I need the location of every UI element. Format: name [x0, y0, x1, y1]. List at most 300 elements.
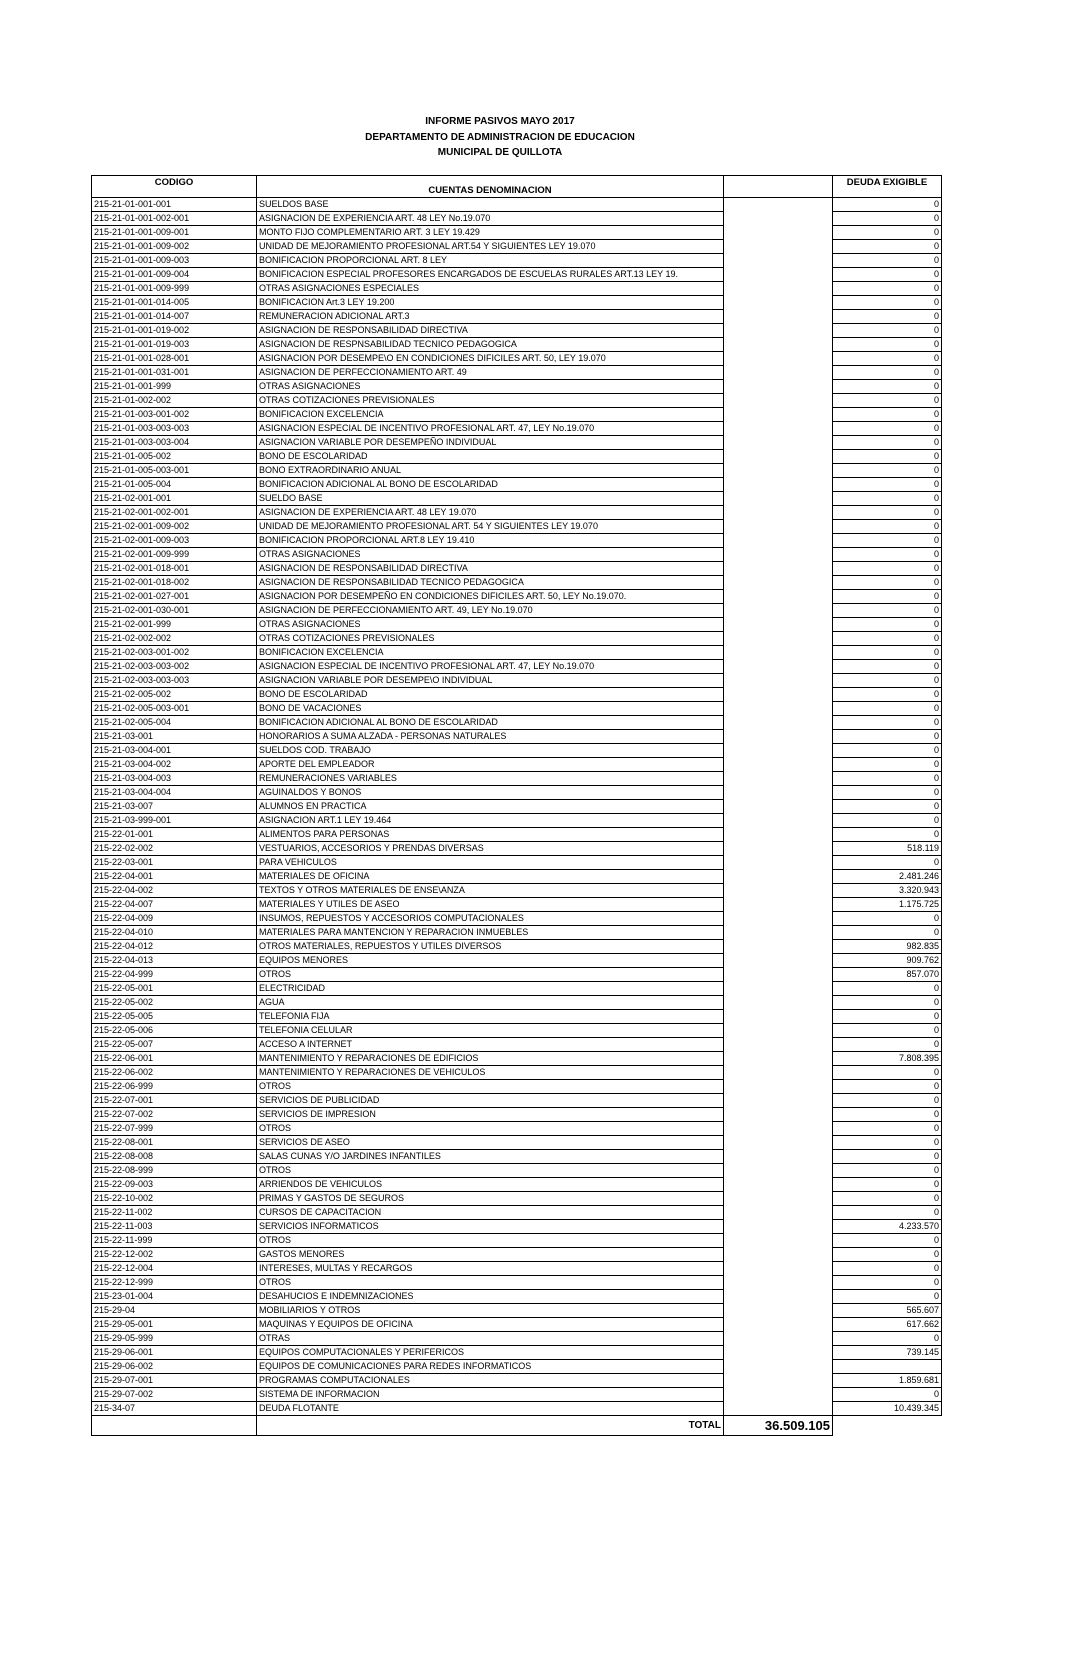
row-debt-value: 0: [833, 282, 942, 296]
table-header-row: [92, 176, 942, 198]
row-debt-value: 0: [833, 1136, 942, 1150]
row-debt-value: 565.607: [833, 1304, 942, 1318]
row-debt-value: 0: [833, 296, 942, 310]
row-spacer: [724, 772, 833, 786]
row-spacer: [724, 716, 833, 730]
row-account-name: ASIGNACION DE PERFECCIONAMIENTO ART. 49: [257, 366, 724, 380]
row-account-name: OTROS: [257, 1080, 724, 1094]
row-account-name: ACCESO A INTERNET: [257, 1038, 724, 1052]
row-spacer: [724, 1052, 833, 1066]
row-debt-value: 0: [833, 772, 942, 786]
table-row: [92, 842, 942, 856]
row-debt-value: 0: [833, 758, 942, 772]
table-row: [92, 338, 942, 352]
row-code: 215-21-01-003-001-002: [92, 408, 257, 422]
row-account-name: ARRIENDOS DE VEHICULOS: [257, 1178, 724, 1192]
row-code: 215-22-07-999: [92, 1122, 257, 1136]
row-account-name: BONIFICACION PROPORCIONAL ART. 8 LEY: [257, 254, 724, 268]
row-debt-value: 0: [833, 1276, 942, 1290]
row-spacer: [724, 576, 833, 590]
row-account-name: OTROS MATERIALES, REPUESTOS Y UTILES DIVERSOS: [257, 940, 724, 954]
table-row: [92, 646, 942, 660]
row-debt-value: 0: [833, 1164, 942, 1178]
row-spacer: [724, 436, 833, 450]
column-header-value: DEUDA EXIGIBLE: [833, 176, 942, 198]
row-debt-value: 2.481.246: [833, 870, 942, 884]
row-code: 215-21-03-004-002: [92, 758, 257, 772]
row-code: 215-21-02-003-001-002: [92, 646, 257, 660]
row-debt-value: 0: [833, 1150, 942, 1164]
row-debt-value: 0: [833, 730, 942, 744]
table-row: [92, 1094, 942, 1108]
row-debt-value: 0: [833, 828, 942, 842]
row-account-name: ASIGNACION VARIABLE POR DESEMPEÑO INDIVIDUAL: [257, 436, 724, 450]
row-spacer: [724, 674, 833, 688]
row-spacer: [724, 786, 833, 800]
row-account-name: SUELDOS COD. TRABAJO: [257, 744, 724, 758]
table-row: [92, 1066, 942, 1080]
row-account-name: ASIGNACION POR DESEMPE\O EN CONDICIONES DIFICILES ART. 50, LEY 19.070: [257, 352, 724, 366]
row-debt-value: 0: [833, 576, 942, 590]
row-account-name: MONTO FIJO COMPLEMENTARIO ART. 3 LEY 19.429: [257, 226, 724, 240]
row-spacer: [724, 338, 833, 352]
row-debt-value: 0: [833, 1234, 942, 1248]
row-code: 215-21-02-001-009-999: [92, 548, 257, 562]
row-code: 215-21-02-003-003-002: [92, 660, 257, 674]
row-spacer: [724, 450, 833, 464]
row-debt-value: 0: [833, 1010, 942, 1024]
row-spacer: [724, 660, 833, 674]
row-debt-value: 0: [833, 226, 942, 240]
table-row: [92, 814, 942, 828]
row-spacer: [724, 968, 833, 982]
table-row: [92, 534, 942, 548]
row-debt-value: 0: [833, 366, 942, 380]
row-code: 215-22-11-002: [92, 1206, 257, 1220]
row-spacer: [724, 352, 833, 366]
table-row: [92, 954, 942, 968]
row-debt-value: 0: [833, 534, 942, 548]
row-code: 215-21-02-001-030-001: [92, 604, 257, 618]
column-spacer: [724, 176, 833, 198]
row-spacer: [724, 954, 833, 968]
table-row: [92, 268, 942, 282]
row-spacer: [724, 688, 833, 702]
row-account-name: ALIMENTOS PARA PERSONAS: [257, 828, 724, 842]
row-spacer: [724, 296, 833, 310]
table-row: [92, 688, 942, 702]
table-row: [92, 1024, 942, 1038]
row-code: 215-22-01-001: [92, 828, 257, 842]
row-spacer: [724, 870, 833, 884]
row-debt-value: 0: [833, 520, 942, 534]
row-account-name: HONORARIOS A SUMA ALZADA - PERSONAS NATURALES: [257, 730, 724, 744]
table-row: [92, 1192, 942, 1206]
row-spacer: [724, 982, 833, 996]
row-account-name: MOBILIARIOS Y OTROS: [257, 1304, 724, 1318]
table-row: [92, 492, 942, 506]
report-municipality: MUNICIPAL DE QUILLOTA: [437, 147, 563, 158]
liabilities-table: [91, 175, 942, 1436]
row-code: 215-29-07-001: [92, 1374, 257, 1388]
table-row: [92, 408, 942, 422]
row-spacer: [724, 1220, 833, 1234]
row-spacer: [724, 604, 833, 618]
row-code: 215-29-05-001: [92, 1318, 257, 1332]
row-spacer: [724, 380, 833, 394]
row-code: 215-21-02-001-009-003: [92, 534, 257, 548]
row-spacer: [724, 730, 833, 744]
row-code: 215-22-07-002: [92, 1108, 257, 1122]
row-account-name: OTRAS: [257, 1332, 724, 1346]
row-code: 215-22-04-007: [92, 898, 257, 912]
row-account-name: DEUDA FLOTANTE: [257, 1402, 724, 1416]
row-code: 215-21-01-003-003-003: [92, 422, 257, 436]
row-code: 215-21-01-001-009-004: [92, 268, 257, 282]
row-spacer: [724, 1206, 833, 1220]
row-spacer: [724, 1402, 833, 1416]
row-code: 215-21-02-001-009-002: [92, 520, 257, 534]
row-code: 215-21-02-005-003-001: [92, 702, 257, 716]
row-debt-value: 0: [833, 1024, 942, 1038]
total-row: [92, 1416, 942, 1436]
row-spacer: [724, 226, 833, 240]
row-debt-value: 518.119: [833, 842, 942, 856]
row-account-name: MAQUINAS Y EQUIPOS DE OFICINA: [257, 1318, 724, 1332]
table-row: [92, 758, 942, 772]
row-account-name: BONIFICACION EXCELENCIA: [257, 646, 724, 660]
row-debt-value: 0: [833, 324, 942, 338]
row-code: 215-21-02-005-002: [92, 688, 257, 702]
row-account-name: MANTENIMIENTO Y REPARACIONES DE VEHICULOS: [257, 1066, 724, 1080]
row-account-name: OTRAS ASIGNACIONES: [257, 380, 724, 394]
row-code: 215-21-02-005-004: [92, 716, 257, 730]
row-code: 215-29-06-001: [92, 1346, 257, 1360]
row-account-name: TEXTOS Y OTROS MATERIALES DE ENSE\ANZA: [257, 884, 724, 898]
row-account-name: UNIDAD DE MEJORAMIENTO PROFESIONAL ART. 54 Y SIGUIENTES LEY 19.070: [257, 520, 724, 534]
row-code: 215-22-09-003: [92, 1178, 257, 1192]
row-account-name: BONIFICACION Art.3 LEY 19.200: [257, 296, 724, 310]
row-code: 215-22-11-999: [92, 1234, 257, 1248]
table-row: [92, 1206, 942, 1220]
row-debt-value: 0: [833, 1108, 942, 1122]
row-code: 215-22-07-001: [92, 1094, 257, 1108]
row-account-name: DESAHUCIOS E INDEMNIZACIONES: [257, 1290, 724, 1304]
row-code: 215-22-05-001: [92, 982, 257, 996]
row-code: 215-22-12-999: [92, 1276, 257, 1290]
row-account-name: VESTUARIOS, ACCESORIOS Y PRENDAS DIVERSAS: [257, 842, 724, 856]
row-account-name: BONIFICACION ADICIONAL AL BONO DE ESCOLARIDAD: [257, 478, 724, 492]
row-spacer: [724, 590, 833, 604]
row-spacer: [724, 632, 833, 646]
row-code: 215-21-02-001-001: [92, 492, 257, 506]
row-code: 215-21-01-003-003-004: [92, 436, 257, 450]
row-account-name: OTROS: [257, 968, 724, 982]
row-code: 215-21-01-005-003-001: [92, 464, 257, 478]
row-spacer: [724, 1164, 833, 1178]
row-debt-value: 7.808.395: [833, 1052, 942, 1066]
row-debt-value: 3.320.943: [833, 884, 942, 898]
row-code: 215-29-04: [92, 1304, 257, 1318]
column-header-code: CODIGO: [92, 176, 257, 198]
row-spacer: [724, 1150, 833, 1164]
row-account-name: SALAS CUNAS Y/O JARDINES INFANTILES: [257, 1150, 724, 1164]
row-debt-value: 0: [833, 1248, 942, 1262]
table-row: [92, 660, 942, 674]
row-debt-value: 0: [833, 590, 942, 604]
row-spacer: [724, 310, 833, 324]
row-spacer: [724, 212, 833, 226]
row-code: 215-21-01-001-031-001: [92, 366, 257, 380]
table-row: [92, 604, 942, 618]
table-row: [92, 800, 942, 814]
row-debt-value: 0: [833, 268, 942, 282]
row-account-name: ASIGNACION POR DESEMPEÑO EN CONDICIONES DIFICILES ART. 50, LEY No.19.070.: [257, 590, 724, 604]
table-row: [92, 1136, 942, 1150]
row-account-name: BONO EXTRAORDINARIO ANUAL: [257, 464, 724, 478]
table-row: [92, 436, 942, 450]
row-debt-value: 0: [833, 702, 942, 716]
row-spacer: [724, 898, 833, 912]
row-code: 215-22-04-001: [92, 870, 257, 884]
row-spacer: [724, 506, 833, 520]
table-row: [92, 1052, 942, 1066]
row-account-name: OTRAS ASIGNACIONES ESPECIALES: [257, 282, 724, 296]
row-debt-value: 982.835: [833, 940, 942, 954]
table-row: [92, 940, 942, 954]
row-code: 215-22-05-002: [92, 996, 257, 1010]
row-code: 215-21-01-001-019-002: [92, 324, 257, 338]
table-row: [92, 478, 942, 492]
table-row: [92, 1150, 942, 1164]
row-code: 215-21-03-004-003: [92, 772, 257, 786]
row-account-name: SUELDO BASE: [257, 492, 724, 506]
row-debt-value: 0: [833, 646, 942, 660]
row-debt-value: 0: [833, 338, 942, 352]
row-code: 215-21-01-001-028-001: [92, 352, 257, 366]
row-code: 215-22-04-013: [92, 954, 257, 968]
row-debt-value: 0: [833, 674, 942, 688]
row-code: 215-21-02-001-018-002: [92, 576, 257, 590]
row-code: 215-22-06-001: [92, 1052, 257, 1066]
row-code: 215-21-03-999-001: [92, 814, 257, 828]
table-row: [92, 632, 942, 646]
row-code: 215-21-02-003-003-003: [92, 674, 257, 688]
row-spacer: [724, 478, 833, 492]
row-account-name: AGUINALDOS Y BONOS: [257, 786, 724, 800]
row-spacer: [724, 1066, 833, 1080]
row-debt-value: 0: [833, 926, 942, 940]
table-row: [92, 856, 942, 870]
row-debt-value: 0: [833, 814, 942, 828]
row-code: 215-29-05-999: [92, 1332, 257, 1346]
row-debt-value: 0: [833, 660, 942, 674]
row-debt-value: 0: [833, 1178, 942, 1192]
row-account-name: EQUIPOS MENORES: [257, 954, 724, 968]
row-spacer: [724, 408, 833, 422]
row-account-name: BONIFICACION EXCELENCIA: [257, 408, 724, 422]
table-row: [92, 1360, 942, 1374]
table-row: [92, 422, 942, 436]
row-account-name: ASIGNACION DE EXPERIENCIA ART. 48 LEY No.19.070: [257, 212, 724, 226]
row-account-name: ASIGNACION DE EXPERIENCIA ART. 48 LEY 19.070: [257, 506, 724, 520]
row-debt-value: 0: [833, 1094, 942, 1108]
table-row: [92, 898, 942, 912]
row-code: 215-22-02-002: [92, 842, 257, 856]
row-spacer: [724, 1094, 833, 1108]
table-row: [92, 828, 942, 842]
row-code: 215-22-12-002: [92, 1248, 257, 1262]
table-row: [92, 1318, 942, 1332]
row-debt-value: 0: [833, 716, 942, 730]
row-debt-value: 0: [833, 618, 942, 632]
row-account-name: ASIGNACION ART.1 LEY 19.464: [257, 814, 724, 828]
row-code: 215-21-01-001-014-007: [92, 310, 257, 324]
row-debt-value: 0: [833, 436, 942, 450]
row-account-name: OTROS: [257, 1122, 724, 1136]
row-spacer: [724, 198, 833, 212]
row-debt-value: 0: [833, 212, 942, 226]
row-debt-value: [833, 1360, 942, 1374]
row-code: 215-22-06-002: [92, 1066, 257, 1080]
row-account-name: PRIMAS Y GASTOS DE SEGUROS: [257, 1192, 724, 1206]
row-spacer: [724, 1108, 833, 1122]
table-row: [92, 1038, 942, 1052]
row-spacer: [724, 1080, 833, 1094]
row-code: 215-21-02-001-027-001: [92, 590, 257, 604]
row-debt-value: 0: [833, 982, 942, 996]
row-debt-value: 0: [833, 786, 942, 800]
table-row: [92, 1122, 942, 1136]
table-row: [92, 772, 942, 786]
row-account-name: SERVICIOS INFORMATICOS: [257, 1220, 724, 1234]
row-account-name: SUELDOS BASE: [257, 198, 724, 212]
row-code: 215-21-01-001-001: [92, 198, 257, 212]
table-row: [92, 1346, 942, 1360]
row-account-name: BONO DE ESCOLARIDAD: [257, 688, 724, 702]
row-account-name: BONO DE ESCOLARIDAD: [257, 450, 724, 464]
row-code: 215-21-01-001-009-003: [92, 254, 257, 268]
row-debt-value: 0: [833, 506, 942, 520]
row-account-name: BONIFICACION PROPORCIONAL ART.8 LEY 19.410: [257, 534, 724, 548]
row-account-name: OTROS: [257, 1276, 724, 1290]
row-code: 215-22-04-010: [92, 926, 257, 940]
table-row: [92, 1374, 942, 1388]
row-code: 215-22-04-009: [92, 912, 257, 926]
row-debt-value: 0: [833, 688, 942, 702]
row-spacer: [724, 1178, 833, 1192]
row-account-name: EQUIPOS DE COMUNICACIONES PARA REDES INFORMATICOS: [257, 1360, 724, 1374]
row-code: 215-21-03-007: [92, 800, 257, 814]
row-spacer: [724, 1122, 833, 1136]
row-debt-value: 1.175.725: [833, 898, 942, 912]
total-value: 36.509.105: [724, 1416, 833, 1436]
row-account-name: ASIGNACION ESPECIAL DE INCENTIVO PROFESIONAL ART. 47, LEY No.19.070: [257, 422, 724, 436]
row-spacer: [724, 646, 833, 660]
table-row: [92, 702, 942, 716]
row-spacer: [724, 940, 833, 954]
row-code: 215-22-08-001: [92, 1136, 257, 1150]
table-row: [92, 394, 942, 408]
row-debt-value: 617.662: [833, 1318, 942, 1332]
row-spacer: [724, 744, 833, 758]
row-code: 215-21-01-001-999: [92, 380, 257, 394]
table-row: [92, 520, 942, 534]
table-row: [92, 296, 942, 310]
row-spacer: [724, 800, 833, 814]
row-debt-value: 0: [833, 198, 942, 212]
table-row: [92, 282, 942, 296]
report-title: INFORME PASIVOS MAYO 2017: [425, 116, 575, 127]
row-spacer: [724, 1038, 833, 1052]
row-account-name: SERVICIOS DE PUBLICIDAD: [257, 1094, 724, 1108]
table-row: [92, 506, 942, 520]
table-row: [92, 1178, 942, 1192]
row-spacer: [724, 1332, 833, 1346]
row-debt-value: 0: [833, 310, 942, 324]
row-account-name: ASIGNACION DE RESPONSABILIDAD TECNICO PEDAGOGICA: [257, 576, 724, 590]
table-row: [92, 548, 942, 562]
row-spacer: [724, 1010, 833, 1024]
row-spacer: [724, 1346, 833, 1360]
table-row: [92, 1164, 942, 1178]
row-account-name: MATERIALES PARA MANTENCION Y REPARACION INMUEBLES: [257, 926, 724, 940]
row-account-name: APORTE DEL EMPLEADOR: [257, 758, 724, 772]
row-debt-value: 1.859.681: [833, 1374, 942, 1388]
row-spacer: [724, 1374, 833, 1388]
row-debt-value: 0: [833, 1262, 942, 1276]
table-row: [92, 1234, 942, 1248]
table-row: [92, 1220, 942, 1234]
table-row: [92, 366, 942, 380]
row-spacer: [724, 562, 833, 576]
row-code: 215-21-03-004-001: [92, 744, 257, 758]
row-account-name: SERVICIOS DE ASEO: [257, 1136, 724, 1150]
row-code: 215-22-04-012: [92, 940, 257, 954]
table-row: [92, 240, 942, 254]
row-debt-value: 0: [833, 912, 942, 926]
row-code: 215-22-03-001: [92, 856, 257, 870]
row-code: 215-22-08-008: [92, 1150, 257, 1164]
row-code: 215-21-02-001-999: [92, 618, 257, 632]
row-debt-value: 4.233.570: [833, 1220, 942, 1234]
row-debt-value: 0: [833, 380, 942, 394]
table-row: [92, 884, 942, 898]
row-account-name: PROGRAMAS COMPUTACIONALES: [257, 1374, 724, 1388]
row-spacer: [724, 268, 833, 282]
row-debt-value: 739.145: [833, 1346, 942, 1360]
row-account-name: OTRAS ASIGNACIONES: [257, 618, 724, 632]
row-spacer: [724, 1024, 833, 1038]
row-spacer: [724, 1136, 833, 1150]
row-code: 215-21-03-001: [92, 730, 257, 744]
row-debt-value: 0: [833, 744, 942, 758]
row-account-name: ASIGNACION DE RESPONSABILIDAD DIRECTIVA: [257, 562, 724, 576]
table-row: [92, 464, 942, 478]
row-code: 215-21-01-001-019-003: [92, 338, 257, 352]
row-account-name: PARA VEHICULOS: [257, 856, 724, 870]
row-spacer: [724, 282, 833, 296]
row-debt-value: 909.762: [833, 954, 942, 968]
row-account-name: OTROS: [257, 1234, 724, 1248]
row-account-name: ASIGNACION DE RESPNSABILIDAD TECNICO PEDAGOGICA: [257, 338, 724, 352]
row-spacer: [724, 1248, 833, 1262]
row-account-name: CURSOS DE CAPACITACION: [257, 1206, 724, 1220]
row-spacer: [724, 366, 833, 380]
row-debt-value: 0: [833, 1206, 942, 1220]
row-code: 215-22-04-002: [92, 884, 257, 898]
row-account-name: INTERESES, MULTAS Y RECARGOS: [257, 1262, 724, 1276]
